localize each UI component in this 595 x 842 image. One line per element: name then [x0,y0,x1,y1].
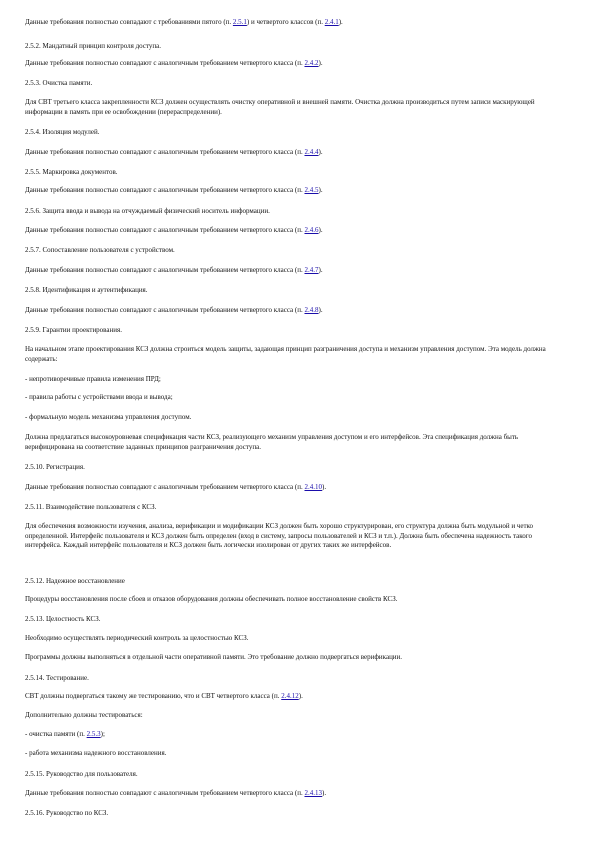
paragraph-text: Данные требования полностью совпадают с аналогичным требованием четвертого класса (п. [25,789,305,797]
section-link[interactable]: 2.4.1 [324,18,339,26]
paragraph [25,326,563,336]
paragraph-text: 2.5.14. Тестирование. [25,674,89,682]
paragraph-text: 2.5.6. Защита ввода и вывода на отчуждаемый физический носитель информации. [25,207,270,215]
paragraph [25,148,563,158]
section-link[interactable]: 2.4.13 [304,789,322,797]
paragraph [25,306,563,316]
paragraph-text: ). [318,59,323,67]
paragraph-text: ). [321,483,327,491]
paragraph [25,226,563,236]
paragraph-text: 2.5.10. Регистрация. [25,463,85,471]
paragraph [25,789,563,799]
paragraph-text: - формальную модель механизма управления доступом. [25,413,192,421]
paragraph [25,809,563,819]
paragraph-text: Данные требования полностью совпадают с аналогичным требованием четвертого класса (п. [25,306,305,314]
section-link[interactable]: 2.4.2 [304,59,319,67]
paragraph-text: Дополнительно должны тестироваться: [25,711,143,719]
paragraph [25,483,563,493]
paragraph [25,674,563,684]
paragraph-text: Данные требования полностью совпадают с аналогичным требованием четвертого класса (п. [25,266,305,274]
paragraph [25,286,563,296]
paragraph-text: Для СВТ третьего класса закрепленности КСЗ должен осуществлять очистку оперативной и внешней памяти. Очистка должна производиться путем записи маскирующей информации в память при ее освобождении (перераспределении). [25,98,535,116]
paragraph-text: ). [338,18,343,26]
paragraph-text: СВТ должны подвергаться такому же тестированию, что и СВТ четвертого класса (п. [25,692,282,700]
paragraph [25,595,563,605]
paragraph-text: Данные требования полностью совпадают с аналогичным требованием четвертого класса (п. [25,148,305,156]
paragraph-text: 2.5.7. Сопоставление пользователя с устройством. [25,246,175,254]
section-link[interactable]: 2.4.4 [304,148,319,156]
paragraph [25,749,563,759]
paragraph-text: Должна предлагаться высокоуровневая спецификация части КСЗ, реализующего механизм управления доступом и его интерфейсов. Эта спецификация должна быть верифицирована на соответствие заданных принципов разграничения доступа. [25,433,519,451]
paragraph [25,207,563,217]
paragraph-text: ). [318,226,323,234]
paragraph [25,79,563,89]
paragraph [25,711,563,721]
paragraph-text: Данные требования полностью совпадают с аналогичным требованием четвертого класса (п. [25,186,305,194]
section-link[interactable]: 2.4.7 [304,266,319,274]
paragraph-text: Данные требования полностью совпадают с требованиями пятого (п. [25,18,233,26]
paragraph [25,59,563,69]
paragraph-text: - правила работы с устройствами ввода и вывода; [25,393,173,401]
paragraph-text: 2.5.2. Мандатный принцип контроля доступа. [25,42,162,50]
paragraph-text: ). [321,789,327,797]
paragraph-text: ). [318,306,323,314]
paragraph-text: 2.5.9. Гарантии проектирования. [25,326,122,334]
paragraph-text: 2.5.12. Надежное восстановление [25,577,125,585]
paragraph [25,375,563,385]
paragraph [25,246,563,256]
paragraph [25,186,563,196]
paragraph-text: Данные требования полностью совпадают с аналогичным требованием четвертого класса (п. [25,226,305,234]
paragraph-text: 2.5.13. Целостность КСЗ. [25,615,101,623]
paragraph-text: 2.5.8. Идентификация и аутентификация. [25,286,148,294]
paragraph-text: 2.5.16. Руководство по КСЗ. [25,809,109,817]
paragraph [25,128,563,138]
paragraph [25,345,563,364]
paragraph [25,433,563,452]
paragraph [25,393,563,403]
section-link[interactable]: 2.4.8 [304,306,319,314]
paragraph [25,730,563,740]
paragraph [25,522,563,551]
paragraph-text: ). [318,266,323,274]
paragraph [25,266,563,276]
paragraph [25,653,563,663]
section-link[interactable]: 2.4.5 [304,186,319,194]
paragraph-text: ). [318,186,323,194]
section-link[interactable]: 2.5.3 [86,730,101,738]
section-link[interactable]: 2.5.1 [232,18,247,26]
paragraph-text: 2.5.15. Руководство для пользователя. [25,770,138,778]
paragraph-text: ). [298,692,303,700]
paragraph-text: - непротиворечивые правила изменения ПРД; [25,375,161,383]
paragraph [25,42,563,52]
paragraph [25,463,563,473]
paragraph-text: 2.5.4. Изоляция модулей. [25,128,100,136]
paragraph-text: Необходимо осуществлять периодический контроль за целостностью КСЗ. [25,634,249,642]
paragraph-text: ) и четвертого классов (п. [246,18,325,26]
paragraph-text: ); [100,730,105,738]
paragraph [25,692,563,702]
paragraph [25,413,563,423]
paragraph-text: Программы должны выполняться в отдельной части оперативной памяти. Это требование должно подвергаться верификации. [25,653,403,661]
paragraph-text: - очистка памяти (п. [25,730,87,738]
section-link[interactable]: 2.4.12 [281,692,299,700]
paragraph-text: 2.5.5. Маркировка документов. [25,168,118,176]
paragraph [25,577,563,587]
paragraph [25,168,563,178]
section-link[interactable]: 2.4.6 [304,226,319,234]
paragraph-text: 2.5.11. Взаимодействие пользователя с КСЗ. [25,503,157,511]
paragraph-text: Для обеспечения возможности изучения, анализа, верификации и модификации КСЗ должен быть хорошо структурирован, его структура должна быть модульной и четко определенной. Интерфейс пользователя и КСЗ должен быть определен (вход в систему, запросы пользователей и КСЗ и т.п.). Должна быть обеспечена надежность такого интерфейса. Каждый интерфейс пользователя и КСЗ должен быть логически изолирован от других таких же интерфейсов. [25,522,534,549]
paragraph-text: ). [318,148,323,156]
paragraph [25,18,563,28]
paragraph-text: Процедуры восстановления после сбоев и отказов оборудования должны обеспечивать полное восстановление свойств КСЗ. [25,595,398,603]
section-link[interactable]: 2.4.10 [304,483,322,491]
paragraph-text: Данные требования полностью совпадают с аналогичным требованием четвертого класса (п. [25,59,305,67]
paragraph-text: - работа механизма надежного восстановления. [25,749,167,757]
paragraph-text: На начальном этапе проектирования КСЗ должна строиться модель защиты, задающая принцип разграничения доступа и механизм управления доступом. Эта модель должна содержать: [25,345,546,363]
paragraph-text: 2.5.3. Очистка памяти. [25,79,93,87]
paragraph [25,98,563,117]
paragraph [25,634,563,644]
paragraph [25,503,563,513]
paragraph [25,770,563,780]
paragraph [25,615,563,625]
paragraph-text: Данные требования полностью совпадают с аналогичным требованием четвертого класса (п. [25,483,305,491]
